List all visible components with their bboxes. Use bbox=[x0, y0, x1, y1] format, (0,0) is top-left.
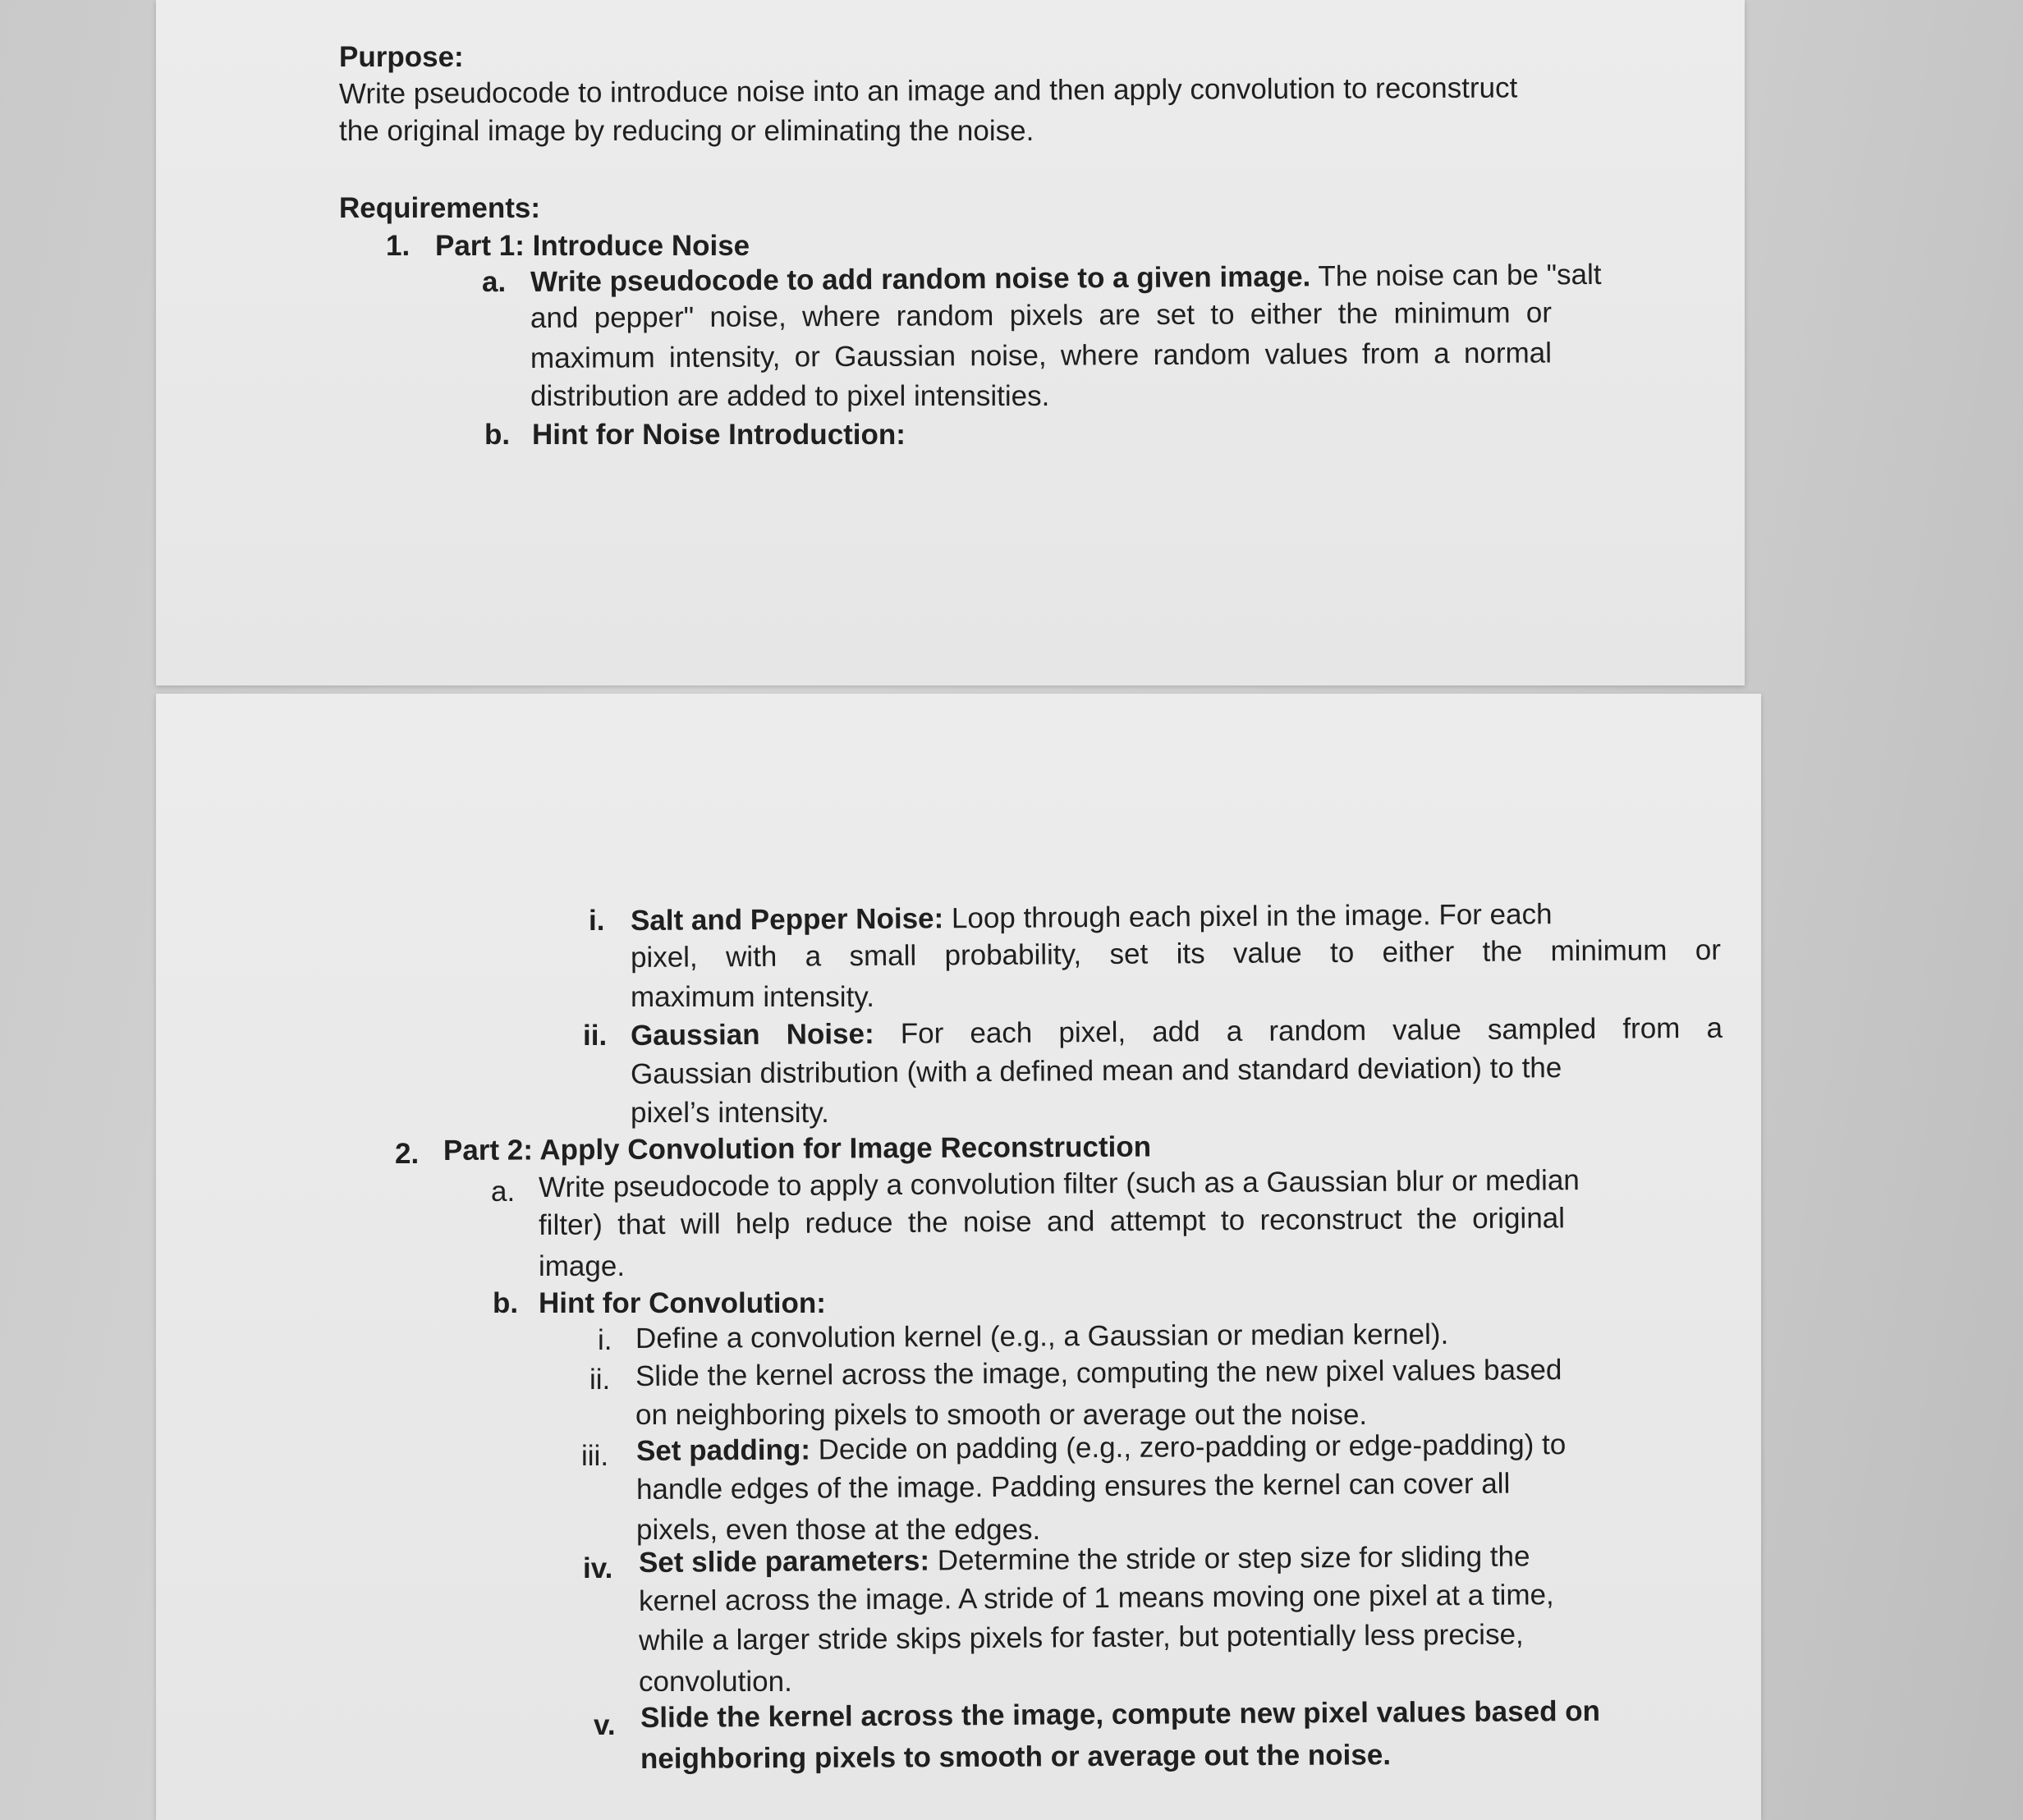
part1-title: Part 1: Introduce Noise bbox=[435, 230, 750, 262]
hint-ii-marker: ii. bbox=[583, 1020, 608, 1052]
hint-i-line-3: maximum intensity. bbox=[631, 981, 874, 1013]
conv-iii-line-3: pixels, even those at the edges. bbox=[636, 1514, 1041, 1546]
conv-iv-line-4: convolution. bbox=[639, 1666, 792, 1698]
conv-ii-line-1: Slide the kernel across the image, computing the new pixel values based bbox=[635, 1354, 1562, 1392]
part1-item-b-title: Hint for Noise Introduction: bbox=[532, 419, 906, 451]
conv-ii-line-2: on neighboring pixels to smooth or average out the noise. bbox=[635, 1399, 1368, 1431]
hint-i-line-1-rest: Loop through each pixel in the image. For each bbox=[943, 898, 1553, 935]
conv-iii-line-1-rest: Decide on padding (e.g., zero-padding or edge-padding) to bbox=[810, 1428, 1567, 1466]
purpose-line-1: Write pseudocode to introduce noise into an image and then apply convolution to reconstruct bbox=[338, 71, 1518, 110]
document-page-bottom bbox=[156, 694, 1761, 1820]
conv-v-line-1: Slide the kernel across the image, compute new pixel values based on bbox=[640, 1694, 1601, 1734]
conv-iv-line-3: while a larger stride skips pixels for faster, but potentially less precise, bbox=[638, 1618, 1524, 1657]
part1-item-a-line-3: maximum intensity, or Gaussian noise, where random values from a normal bbox=[530, 337, 1553, 374]
part2-item-a-marker: a. bbox=[491, 1176, 516, 1208]
part2-item-b-title: Hint for Convolution: bbox=[539, 1287, 826, 1319]
conv-i-line-1: Define a convolution kernel (e.g., a Gaussian or median kernel). bbox=[635, 1318, 1449, 1355]
part1-item-a-line-2: and pepper" noise, where random pixels are set to either the minimum or bbox=[530, 296, 1553, 334]
conv-iv-bold: Set slide parameters: bbox=[638, 1544, 930, 1579]
conv-i-marker: i. bbox=[598, 1324, 612, 1356]
part2-title: Part 2: Apply Convolution for Image Reconstruction bbox=[443, 1130, 1152, 1167]
purpose-line-2: the original image by reducing or eliminating the noise. bbox=[339, 115, 1034, 147]
conv-iii-marker: iii. bbox=[581, 1440, 609, 1472]
conv-iii-bold: Set padding: bbox=[635, 1433, 811, 1467]
hint-i-bold: Salt and Pepper Noise: bbox=[630, 902, 944, 937]
hint-ii-bold: Gaussian Noise: bbox=[630, 1017, 874, 1052]
part2-number: 2. bbox=[395, 1138, 420, 1170]
part1-item-a-line-1-rest: The noise can be "salt bbox=[1310, 258, 1602, 293]
conv-v-marker: v. bbox=[594, 1709, 616, 1741]
part2-item-a-line-3: image. bbox=[539, 1250, 626, 1282]
conv-iii-line-2: handle edges of the image. Padding ensures the kernel can cover all bbox=[635, 1467, 1511, 1506]
conv-iv-line-1-rest: Determine the stride or step size for sliding the bbox=[929, 1540, 1530, 1577]
part2-item-a-line-2: filter) that will help reduce the noise and attempt to reconstruct the original bbox=[538, 1202, 1566, 1241]
conv-iv-line-2: kernel across the image. A stride of 1 means moving one pixel at a time, bbox=[638, 1579, 1554, 1617]
part1-number: 1. bbox=[386, 230, 411, 262]
part1-item-a-marker: a. bbox=[482, 266, 507, 298]
hint-i-line-2: pixel, with a small probability, set its value to either the minimum or bbox=[630, 933, 1722, 974]
conv-ii-marker: ii. bbox=[589, 1364, 611, 1396]
requirements-heading: Requirements: bbox=[339, 192, 541, 224]
conv-iv-marker: iv. bbox=[583, 1552, 613, 1584]
part2-item-b-marker: b. bbox=[493, 1287, 519, 1319]
hint-ii-line-3: pixel’s intensity. bbox=[631, 1097, 829, 1129]
purpose-heading: Purpose: bbox=[339, 41, 464, 73]
part1-item-a-bold: Write pseudocode to add random noise to a given image. bbox=[530, 260, 1311, 298]
part1-item-b-marker: b. bbox=[484, 419, 511, 451]
part2-item-a-line-1: Write pseudocode to apply a convolution filter (such as a Gaussian blur or median bbox=[538, 1164, 1580, 1203]
document-page-top bbox=[156, 0, 1745, 685]
hint-ii-line-2: Gaussian distribution (with a defined mean and standard deviation) to the bbox=[630, 1052, 1562, 1090]
hint-ii-line-1-rest: For each pixel, add a random value sampled from a bbox=[874, 1011, 1723, 1050]
hint-i-marker: i. bbox=[589, 905, 605, 937]
part1-item-a-line-4: distribution are added to pixel intensities. bbox=[530, 380, 1050, 412]
conv-v-line-2: neighboring pixels to smooth or average out the noise. bbox=[640, 1739, 1392, 1775]
